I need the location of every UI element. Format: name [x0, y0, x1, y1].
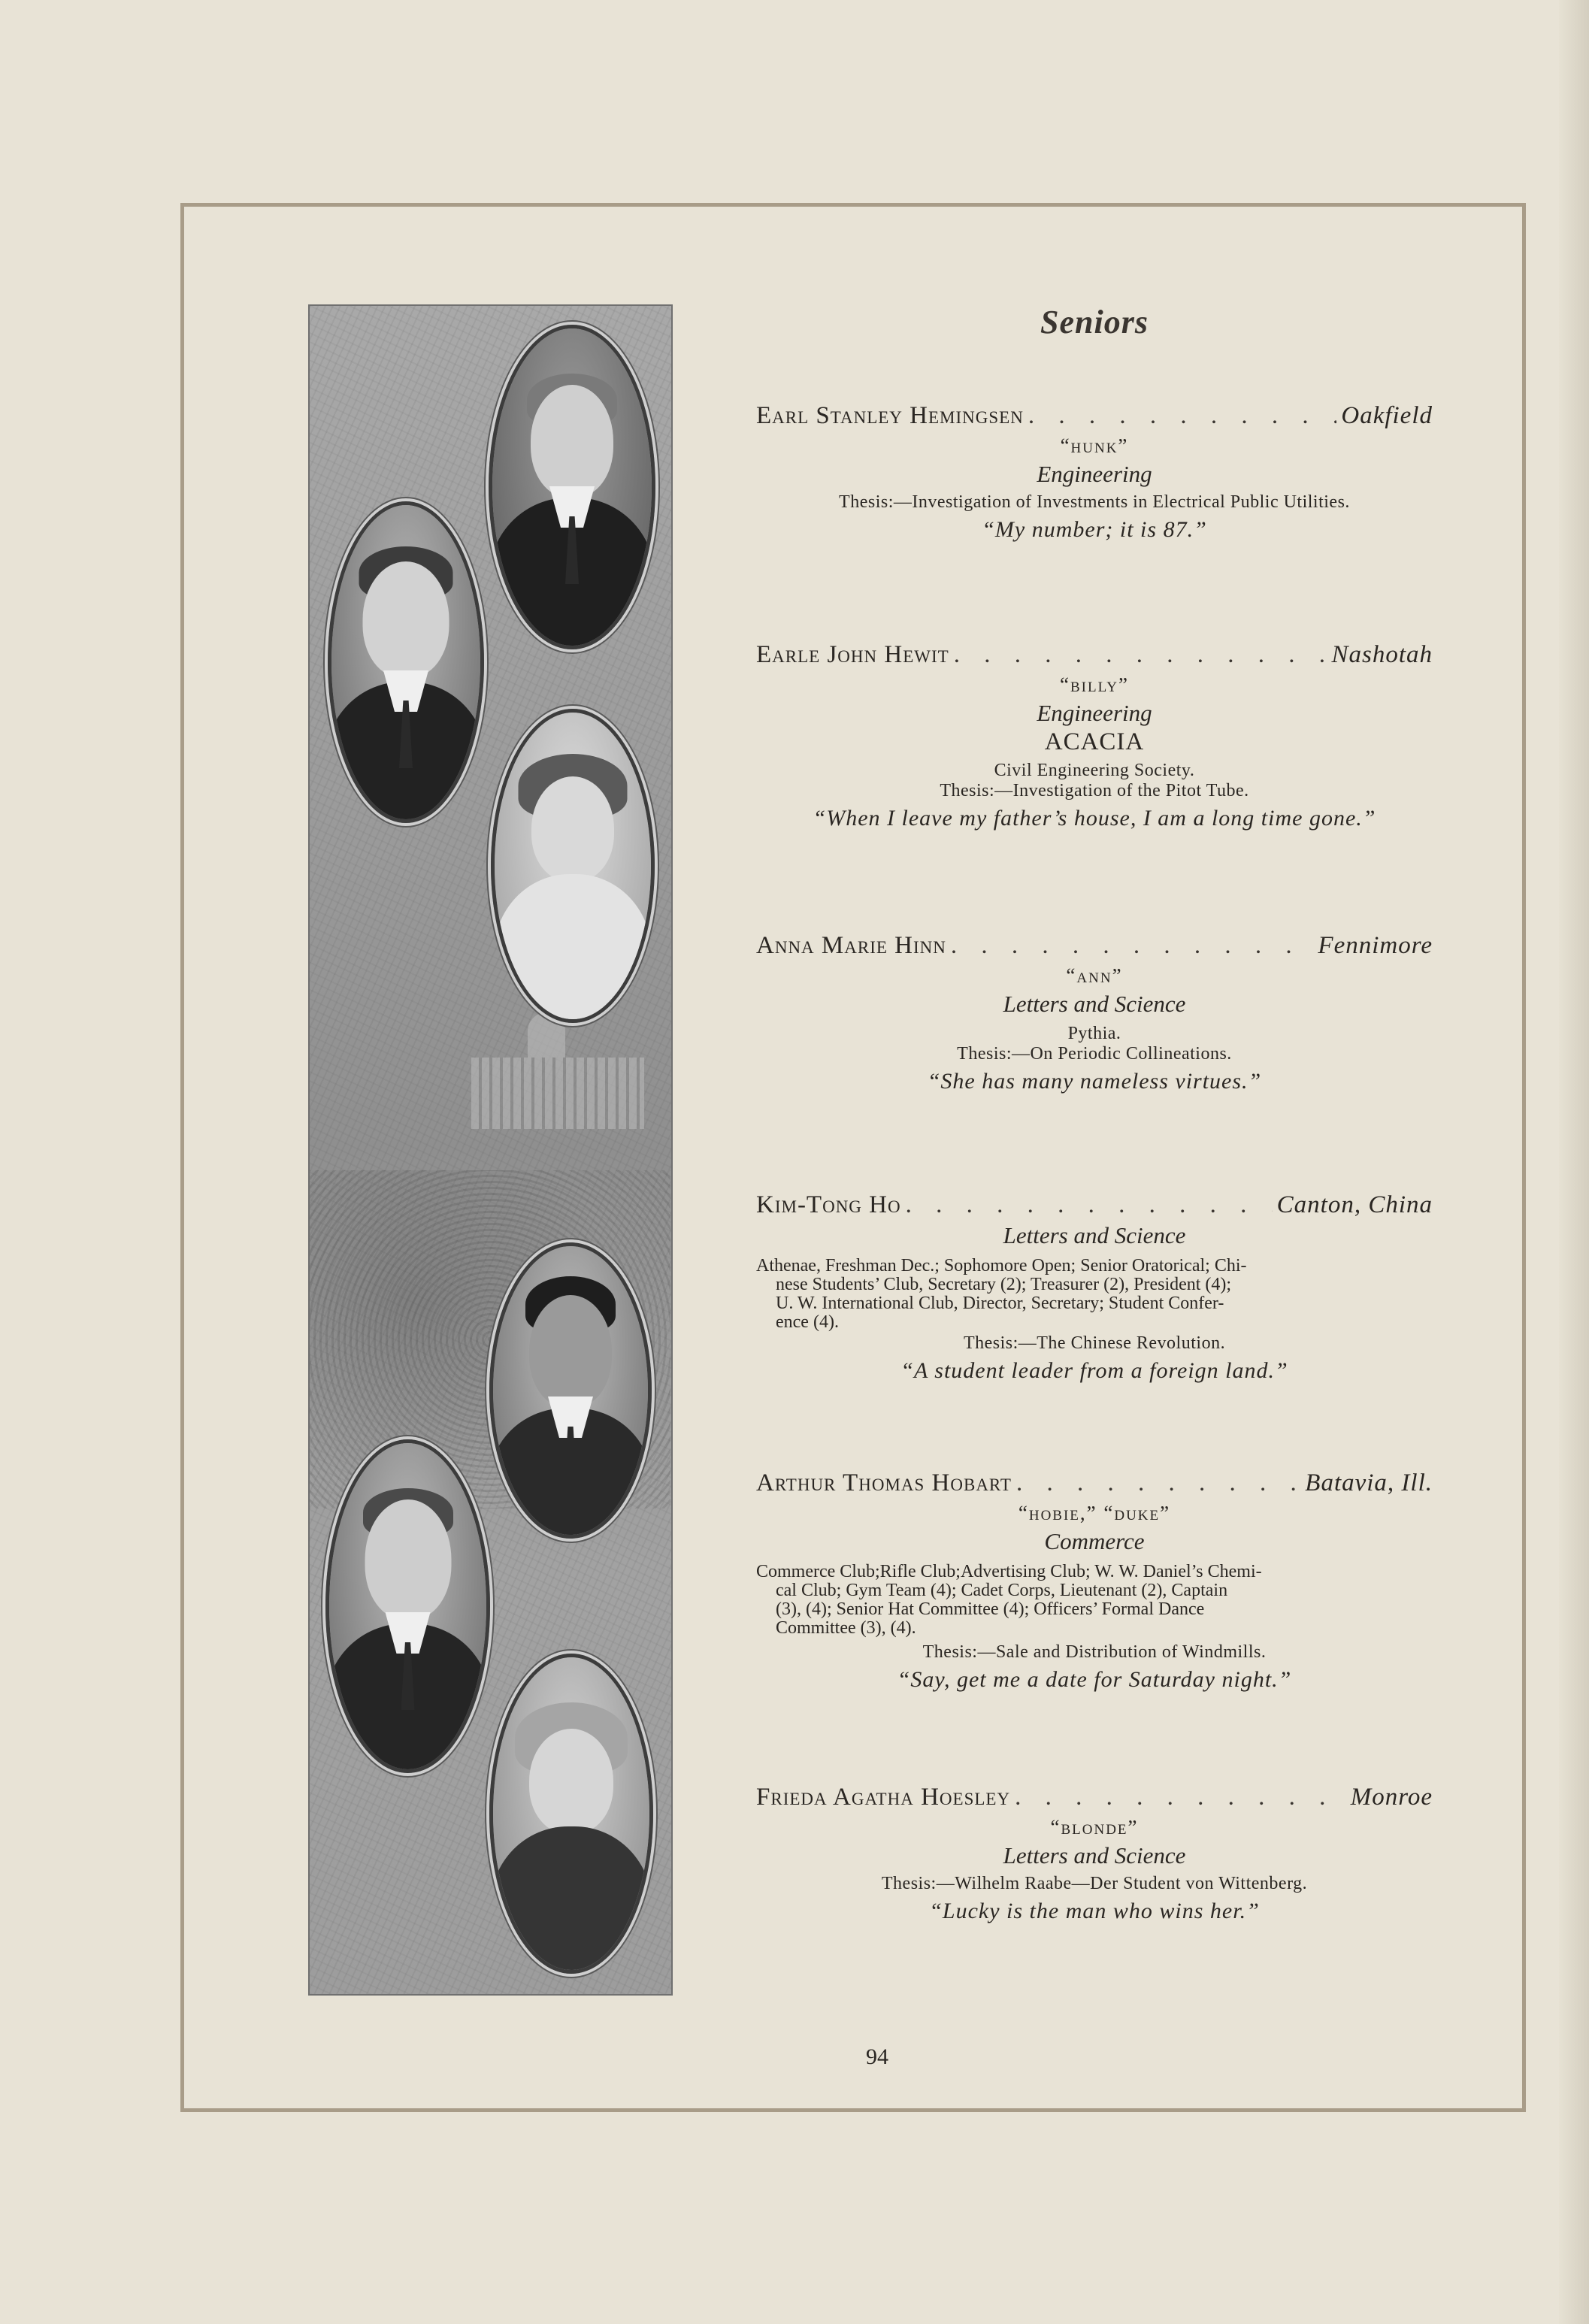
- thesis: Thesis:—Investigation of Investments in Electrical Public Utilities.: [839, 492, 1350, 512]
- strip-building: [471, 1058, 644, 1129]
- activities-line: Committee (3), (4).: [776, 1618, 916, 1638]
- activities-line: ence (4).: [776, 1312, 839, 1332]
- activities: Civil Engineering Society.: [994, 761, 1195, 780]
- senior-entry: [756, 1784, 1433, 1924]
- name-line: [756, 641, 1433, 669]
- thesis: Thesis:—The Chinese Revolution.: [963, 1333, 1226, 1353]
- leader-dots: [1015, 1784, 1346, 1811]
- activities-line: nese Students’ Club, Secretary (2); Treasurer (2), President (4);: [776, 1275, 1232, 1294]
- senior-name: Earl Stanley Hemingsen: [756, 402, 1024, 429]
- course: Engineering: [1037, 700, 1152, 726]
- thesis: Thesis:—Sale and Distribution of Windmills.: [922, 1642, 1267, 1662]
- senior-name: Anna Marie Hinn: [756, 932, 946, 959]
- activities: [756, 1257, 1433, 1332]
- course: Letters and Science: [1003, 1842, 1186, 1869]
- name-line: [756, 932, 1433, 960]
- activities: Pythia.: [1067, 1024, 1121, 1043]
- senior-entry: [756, 1191, 1433, 1384]
- nickname: “ann”: [1066, 964, 1123, 987]
- senior-name: Earle John Hewit: [756, 641, 949, 668]
- hometown: Oakfield: [1341, 402, 1433, 429]
- activities-line: U. W. International Club, Director, Secretary; Student Confer-: [776, 1294, 1224, 1313]
- activities-line: (3), (4); Senior Hat Committee (4); Officers’ Formal Dance: [776, 1599, 1205, 1619]
- quote: “Lucky is the man who wins her.”: [929, 1899, 1260, 1923]
- senior-entry: [756, 932, 1433, 1094]
- leader-dots: [951, 932, 1314, 960]
- senior-entry: [756, 1469, 1433, 1693]
- thesis: Thesis:—On Periodic Collineations.: [957, 1044, 1232, 1064]
- nickname: “hobie,” “duke”: [1018, 1502, 1171, 1524]
- senior-entry: [756, 641, 1433, 831]
- activities: [756, 1563, 1433, 1638]
- course: Commerce: [1044, 1528, 1145, 1554]
- senior-entry: [756, 402, 1433, 543]
- senior-name: Kim-Tong Ho: [756, 1191, 901, 1218]
- activities-line: Athenae, Freshman Dec.; Sophomore Open; Senior Oratorical; Chi-: [756, 1256, 1247, 1275]
- leader-dots: [954, 641, 1327, 669]
- quote: “Say, get me a date for Saturday night.”: [897, 1667, 1292, 1692]
- quote: “My number; it is 87.”: [982, 517, 1207, 542]
- hometown: Canton, China: [1276, 1191, 1433, 1218]
- leader-dots: [1016, 1469, 1300, 1497]
- activities-line: Commerce Club;Rifle Club;Advertising Club; W. W. Daniel’s Chemi-: [756, 1562, 1262, 1581]
- portrait-hoesley: [489, 1654, 653, 1974]
- leader-dots: [1028, 402, 1337, 430]
- name-line: [756, 1784, 1433, 1811]
- nickname: “billy”: [1060, 673, 1129, 696]
- name-line: [756, 1469, 1433, 1497]
- page-number: 94: [866, 2044, 888, 2069]
- name-line: [756, 402, 1433, 430]
- page-edge: [1559, 0, 1589, 2324]
- page-title: Seniors: [1040, 304, 1149, 340]
- thesis: Thesis:—Investigation of the Pitot Tube.: [940, 781, 1249, 800]
- portrait-hewit: [328, 501, 484, 823]
- thesis: Thesis:—Wilhelm Raabe—Der Student von Wittenberg.: [881, 1874, 1308, 1893]
- quote: “A student leader from a foreign land.”: [900, 1358, 1288, 1383]
- nickname: “hunk”: [1060, 434, 1129, 457]
- quote: “When I leave my father’s house, I am a long time gone.”: [813, 806, 1376, 831]
- course: Letters and Science: [1003, 1222, 1186, 1248]
- hometown: Batavia, Ill.: [1305, 1469, 1433, 1496]
- portrait-hinn: [491, 709, 655, 1023]
- hometown: Nashotah: [1331, 641, 1433, 668]
- portrait-hemingsen: [489, 325, 655, 649]
- senior-name: Frieda Agatha Hoesley: [756, 1784, 1011, 1811]
- activities-line: cal Club; Gym Team (4); Cadet Corps, Lieutenant (2), Captain: [776, 1581, 1228, 1600]
- nickname: “blonde”: [1050, 1816, 1139, 1838]
- course: Letters and Science: [1003, 991, 1186, 1017]
- portrait-ho: [489, 1242, 652, 1539]
- course: Engineering: [1037, 461, 1152, 487]
- name-line: [756, 1191, 1433, 1219]
- leader-dots: [906, 1191, 1273, 1219]
- hometown: Monroe: [1350, 1784, 1433, 1811]
- senior-name: Arthur Thomas Hobart: [756, 1469, 1012, 1496]
- fraternity: ACACIA: [1044, 728, 1145, 755]
- quote: “She has many nameless virtues.”: [927, 1069, 1262, 1094]
- portrait-hobart: [325, 1439, 490, 1773]
- hometown: Fennimore: [1318, 932, 1433, 959]
